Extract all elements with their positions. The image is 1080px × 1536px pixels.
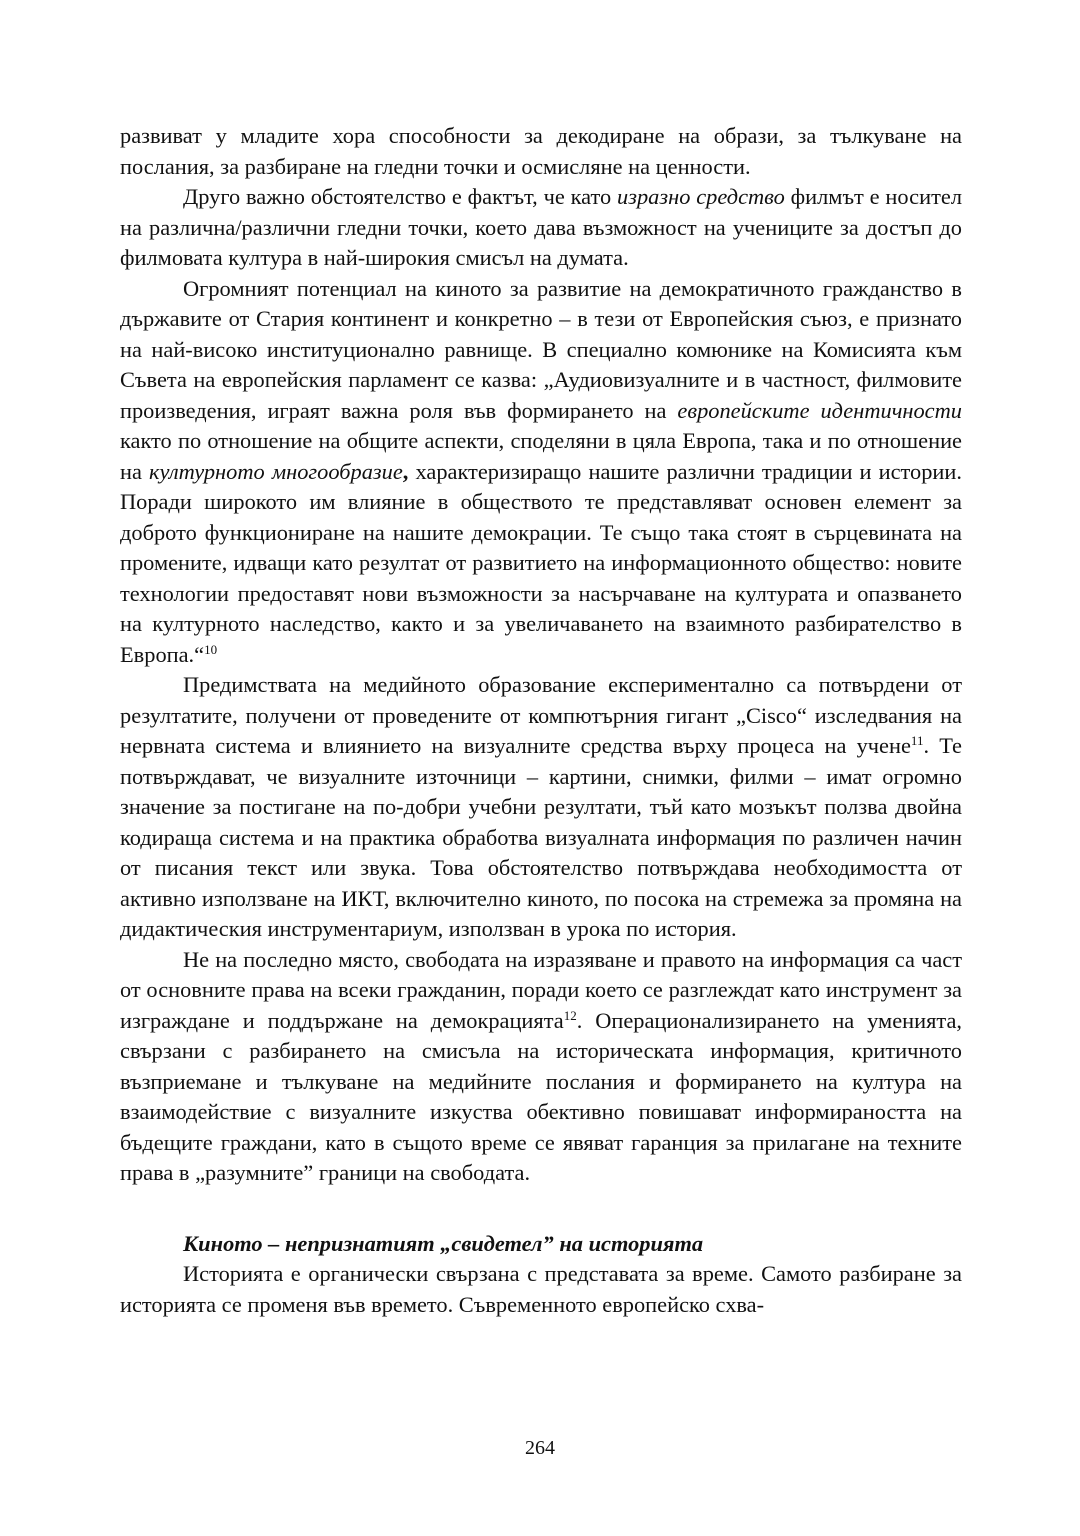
paragraph: [120, 274, 962, 671]
section-heading: Киното – непризнатият „свидетел” на историята: [183, 1230, 704, 1256]
body-text: [120, 121, 962, 1189]
page-body: [120, 121, 962, 1320]
paragraph: [120, 670, 962, 945]
footnote-marker: 11: [910, 733, 924, 748]
paragraph: [120, 121, 962, 182]
text-run: характеризиращо нашите различни традиции и истории. Поради широкото им влияние в обществото те представляват основен елемент за доброто функциониране на нашите демокрации. Те също така стоят в сърцевината на промените, идващи като резултат от развитието на информационното общество: новите технологии предоставят нови възможности за насърчаване на културата и опазването на културното наследство, както и за увеличаването на взаимното разбирателство в Европа.“: [120, 458, 962, 667]
text-run: Предимствата на медийното образование експериментално са потвърдени от резултатите, получени от проведените от компютърния гигант „Cisco“ изследвания на нервната система и влиянието на визуалните средства върху процеса на учене: [120, 672, 962, 758]
paragraph: [120, 945, 962, 1189]
footnote-marker: 10: [204, 641, 218, 657]
paragraph: [120, 1259, 962, 1320]
text-run: Историята е органически свързана с представата за време. Самото разбиране за историята се променя във времето. Съвременното европейско схва-: [120, 1261, 962, 1317]
italic-phrase: изразно средство: [617, 184, 785, 209]
text-run: Друго важно обстоятелство е фактът, че като: [183, 184, 618, 209]
text-run: Не на последно място, свободата на изразяване и правото на информация са част от основните права на всеки гражданин, поради което се разглеждат като инструмент за изграждане и поддържане на демокрацията: [120, 946, 962, 1033]
page-number: 264: [525, 1437, 555, 1459]
footnote-marker: 12: [563, 1007, 577, 1023]
closing-text: [120, 1259, 962, 1320]
text-run: Огромният потенциал на киното за развитие на демократичното гражданство в държавите от Стария континент и конкретно – в тези от Европейския съюз, е признато на най-високо институционално равнище. В специално комюнике на Комисията към Съвета на европейския парламент се казва: „Аудиовизуалните и в частност, филмовите произведения, играят важна роля във формирането на: [120, 275, 962, 423]
text-run: . Те потвърждават, че визуалните източници – картини, снимки, филми – имат огромно значение за постигане на по-добри учебни резултати, тъй като мозъкът ползва двойна кодираща система и на практика обработва визуалната информация по различен начин от писания текст или звука. Това обстоятелство потвърждава необходимостта от активно използване на ИКТ, включително киното, по посока на стремежа за промяна на дидактическия инструментариум, използван в урока по история.: [120, 733, 962, 941]
text-run: . Операционализирането на уменията, свързани с разбирането на смисъла на историческата информация, критичното възприемане и тълкуване на медийните послания и формирането на култура на взаимодействие с визуалните изкуства обективно повишават информираността на бъдещите граждани, като в същото време се явяват гаранция за прилагане на техните права в „разумните” граници на свободата.: [120, 1007, 962, 1185]
text-run: филмът е носител на различна/различни гледни точки, което дава възможност на учениците за достъп до филмовата култура в най-широкия смисъл на думата.: [120, 184, 962, 270]
bold-run: ,: [402, 458, 409, 484]
italic-phrase: културното многообразие: [149, 458, 403, 484]
paragraph: [120, 182, 962, 274]
italic-phrase: европейските идентичности: [677, 397, 962, 423]
text-run: развиват у младите хора способности за декодиране на образи, за тълкуване на послания, за разбиране на гледни точки и осмисляне на ценности.: [120, 123, 962, 179]
text-run: както по отношение на общите аспекти, споделяни в цяла Европа, така и по отношение на: [120, 428, 962, 484]
